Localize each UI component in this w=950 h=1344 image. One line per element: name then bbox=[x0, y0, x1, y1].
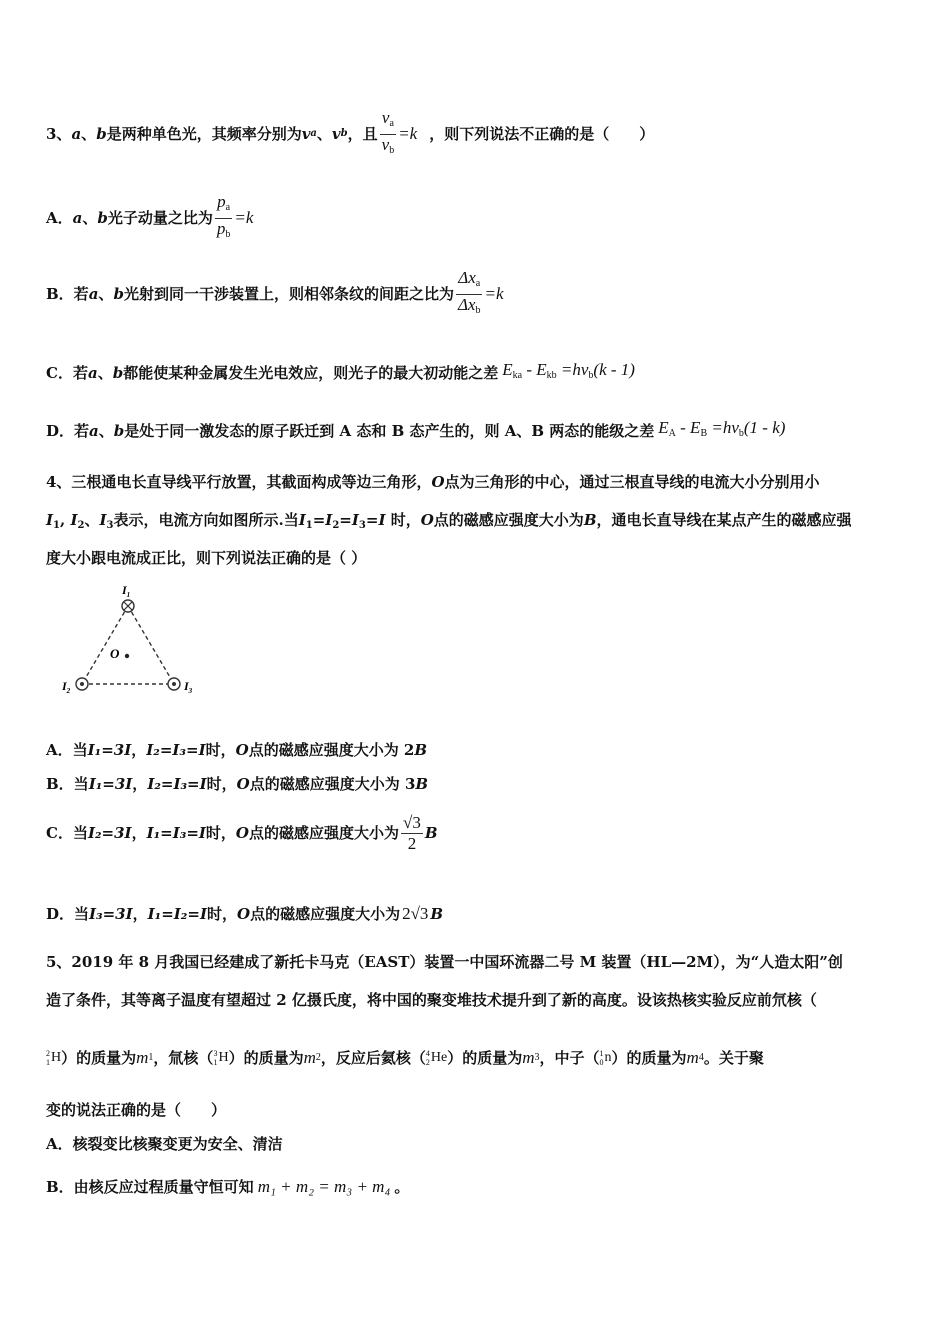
q4-option-d: D．当 I₃=3I ， I₁=I₂=I 时， O 点的磁感应强度大小为 2√3 B bbox=[46, 904, 444, 923]
q3-ratio-fraction: $\frac{v_a}{v_b}$ bbox=[381, 107, 395, 156]
q4-stem-line2: $I_1$, $I_2$、$I_3$表示，电流方向如图所示.当$I_1=I_2=I_3=I$ 时，O点的磁感应强度大小为B，通电长直导线在某点产生的磁感应强 bbox=[46, 511, 852, 531]
q3-option-a: A． a 、 b 光子动量之比为 $\frac{p_a}{p_b}$ =k bbox=[46, 196, 253, 240]
q4-stem-line3: 度大小跟电流成正比，则下列说法正确的是（ ） bbox=[46, 549, 367, 567]
q4-option-b: B．当I₁=3I，I₂=I₃=I时，O点的磁感应强度大小为 3B bbox=[46, 775, 429, 793]
q4-c-fraction: $\frac{√3}{2}$ bbox=[403, 812, 421, 853]
q5-stem-line3: 2 1 H ）的质量为 m 1 ，氚核（ 3 1 H ）的质量为 m 2 ，反应后氦核（ 4 2 He ）的质量为 m 3 ，中子（ 1 0 n ）的质量为 m 4 。关于聚 bbox=[46, 1048, 764, 1067]
neutron-symbol: 1 0 n bbox=[599, 1049, 612, 1067]
q4-option-c: C．当 I₂=3I ， I₁=I₃=I 时， O 点的磁感应强度大小为 $\frac{√3}{2}$ B bbox=[46, 812, 438, 853]
q3-option-c: C．若 a 、 b 都能使某种金属发生光电效应，则光子的最大初动能之差 $E_{ka} - E_{kb} =hv_b(k - 1)$ bbox=[46, 356, 635, 390]
edge-right bbox=[128, 606, 174, 684]
wire-i2-out-of-page-icon bbox=[76, 678, 88, 690]
q4-stem-line1: 4、三根通电长直导线平行放置，其截面构成等边三角形，O点为三角形的中心，通过三根直导线的电流大小分别用小 bbox=[46, 473, 820, 491]
q3-d-formula: $E_A - E_B =hv_b(1 - k)$ bbox=[658, 418, 786, 439]
wire-i3-out-of-page-icon bbox=[168, 678, 180, 690]
triangle-edges bbox=[82, 606, 174, 684]
q3-a-fraction: $\frac{p_a}{p_b}$ bbox=[216, 191, 231, 240]
q3-option-b: B．若 a 、 b 光射到同一干涉装置上，则相邻条纹的间距之比为 $\frac{\Delta x_a}{\Delta x_b}$ =k bbox=[46, 272, 504, 316]
q4-wire-triangle-figure bbox=[58, 580, 208, 700]
q3-stem: 3、 a 、 b 是两种单色光，其频率分别为 v a 、 v b ，且 $\frac{v_a}{v_b}$ =k ，则下列说法不正确的是（ ） bbox=[46, 112, 654, 156]
center-point-o bbox=[125, 654, 129, 658]
edge-left bbox=[82, 606, 128, 684]
q5-option-b: B．由核反应过程质量守恒可知 m₁ + m₂ = m₃ + m₄ 。 bbox=[46, 1177, 410, 1196]
q5-stem-line1: 5、2019 年 8 月我国已经建成了新托卡马克（EAST）装置一中国环流器二号 M 装置（HL—2M），为“人造太阳”创 bbox=[46, 953, 843, 971]
q5-stem-line2: 造了条件，其等离子温度有望超过 2 亿摄氏度，将中国的聚变堆技术提升到了新的高度。设该热核实验反应前氘核（ bbox=[46, 991, 817, 1009]
label-i2: $I_2$ bbox=[62, 679, 71, 695]
q5-option-a: A．核裂变比核聚变更为安全、清洁 bbox=[46, 1135, 283, 1153]
q3-b-fraction: $\frac{\Delta x_a}{\Delta x_b}$ bbox=[457, 267, 481, 316]
label-i3: $I_3$ bbox=[184, 679, 193, 695]
q5-stem-line4: 变的说法正确的是（ ） bbox=[46, 1101, 227, 1119]
label-i1: $I_1$ bbox=[122, 583, 131, 599]
q3-option-d: D．若 a 、 b 是处于同一激发态的原子跃迁到 A 态和 B 态产生的，则 A、B 两态的能级之差 $E_A - E_B =hv_b(1 - k)$ bbox=[46, 414, 785, 448]
tritium-symbol: 3 1 H bbox=[213, 1049, 229, 1067]
deuterium-symbol: 2 1 H bbox=[46, 1049, 62, 1067]
wire-i1-into-page-icon bbox=[122, 600, 134, 612]
helium-symbol: 4 2 He bbox=[425, 1049, 448, 1067]
q3-c-formula: $E_{ka} - E_{kb} =hv_b(k - 1)$ bbox=[502, 360, 635, 381]
label-o: O bbox=[110, 646, 120, 661]
q4-option-a: A．当I₁=3I，I₂=I₃=I时，O点的磁感应强度大小为 2B bbox=[46, 741, 428, 759]
